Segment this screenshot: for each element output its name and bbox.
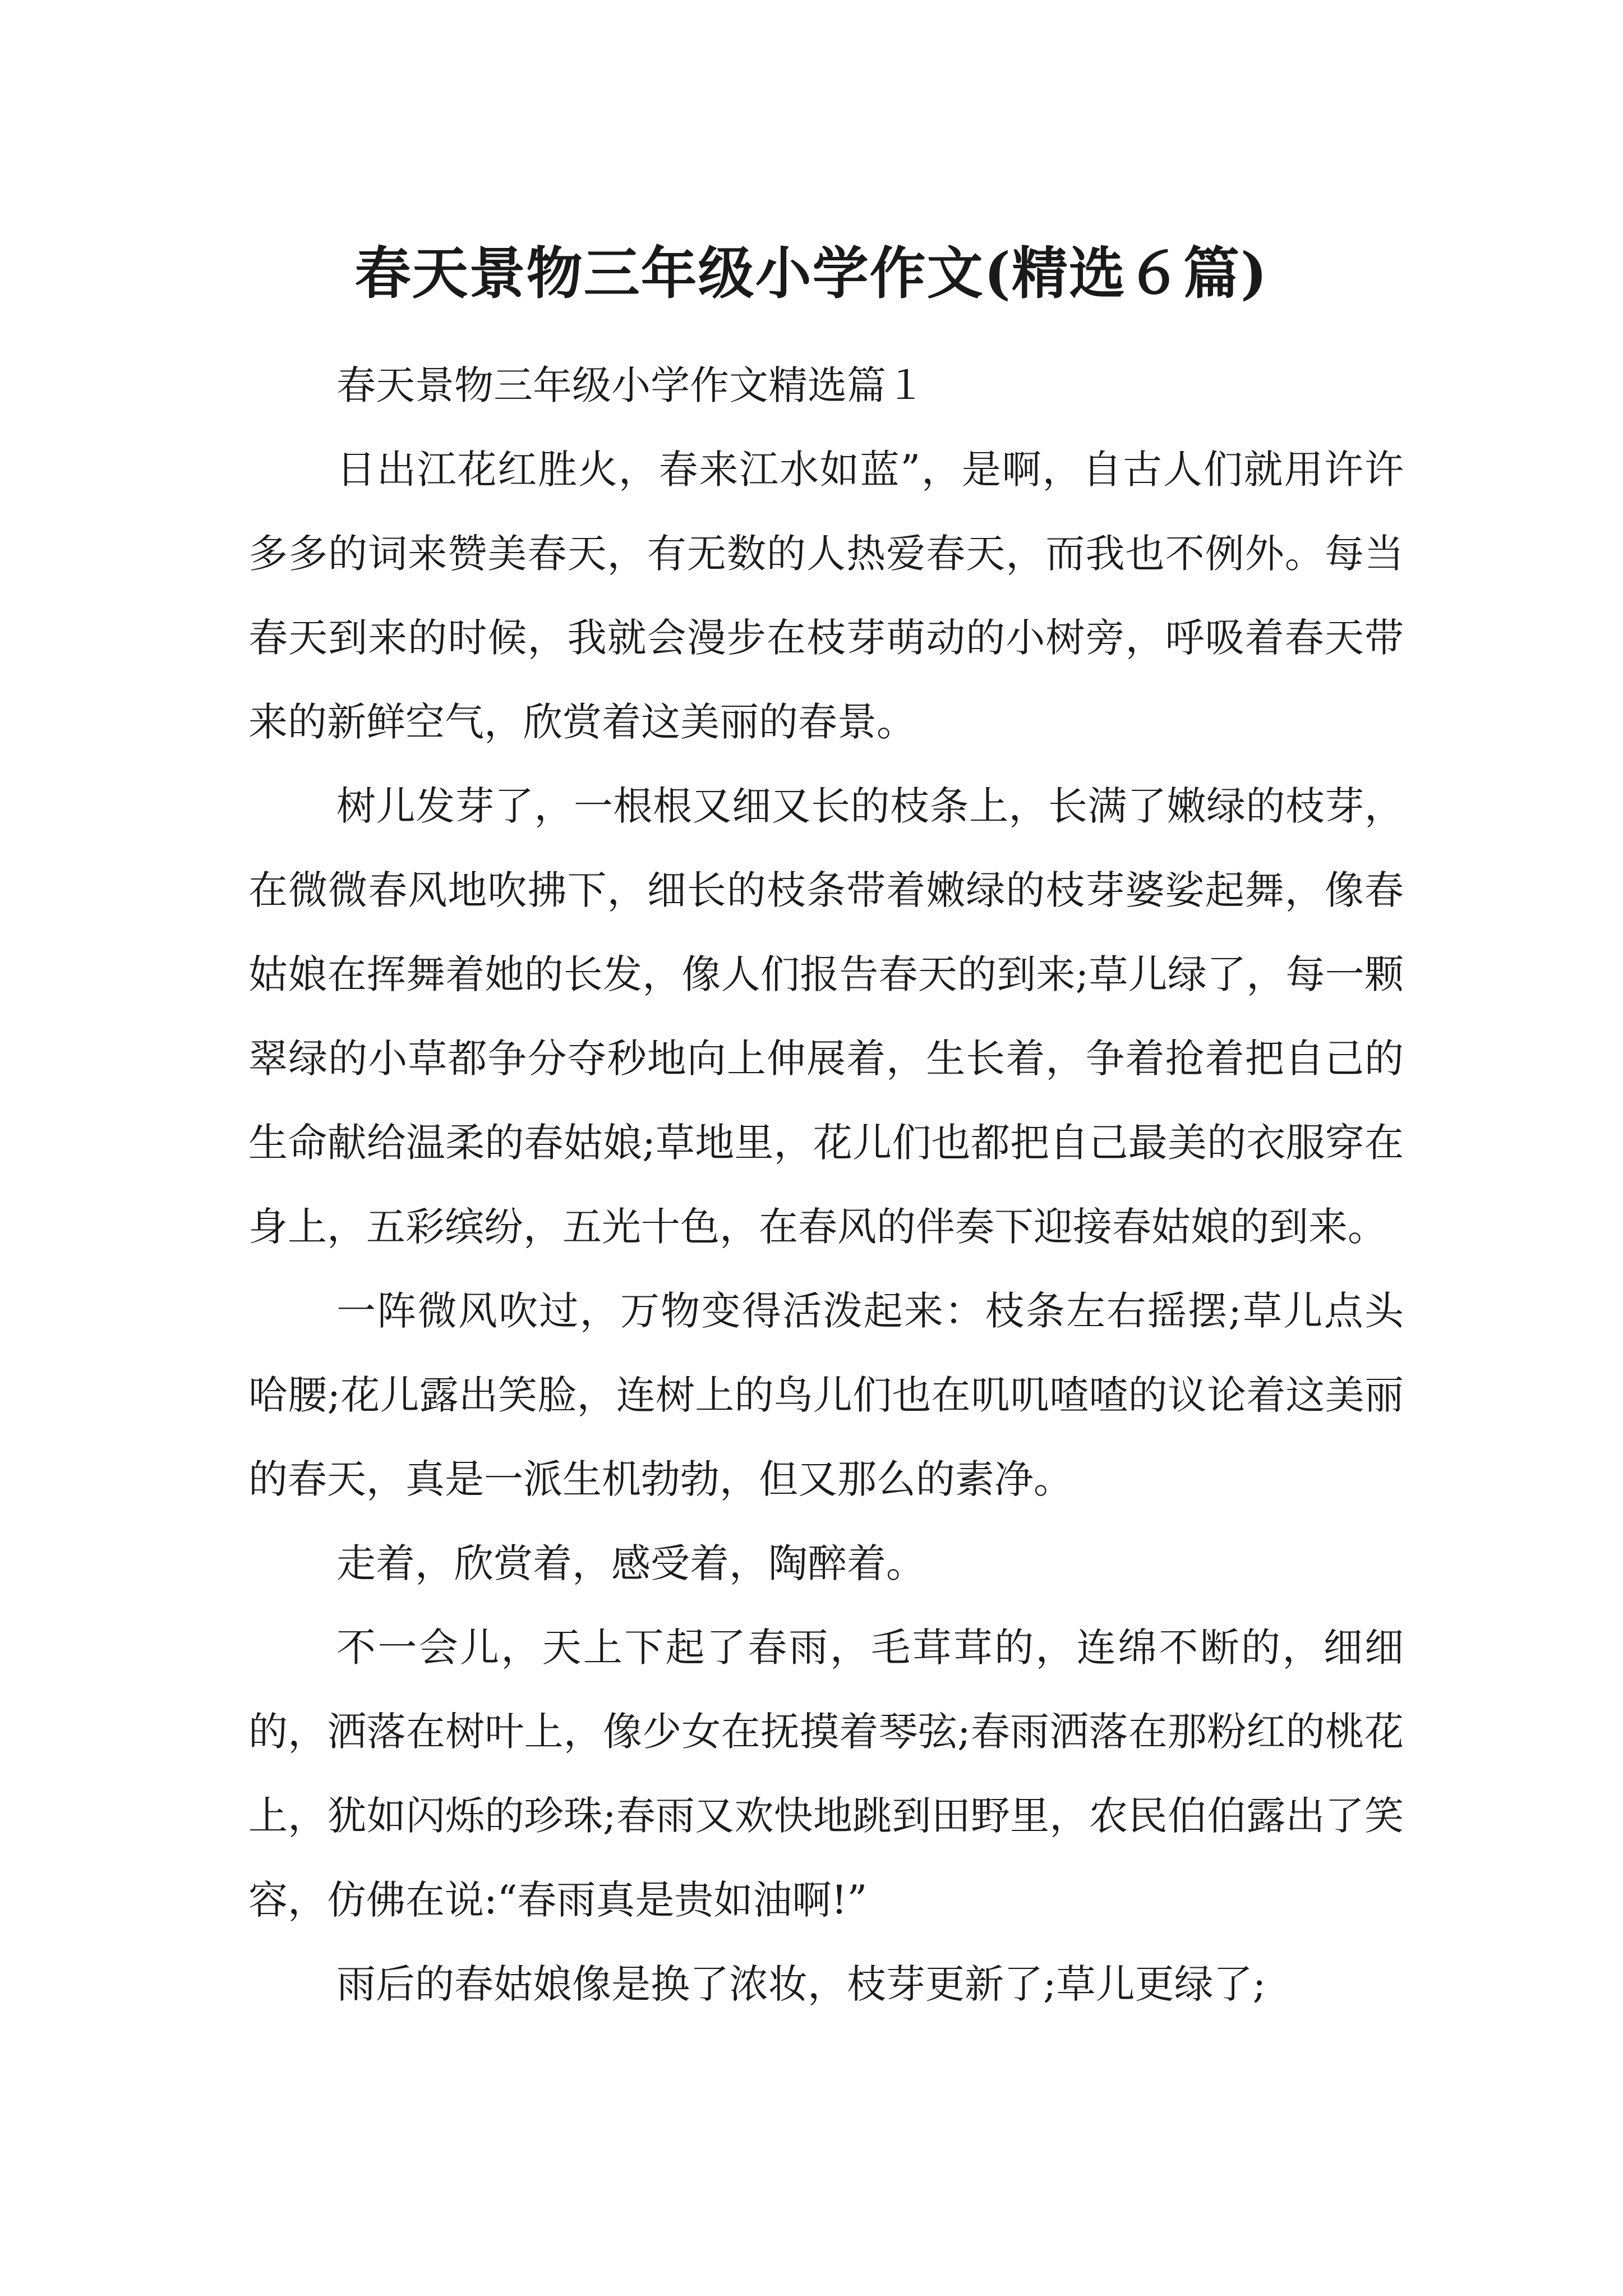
document-body bbox=[248, 343, 1404, 2026]
paragraph: 不一会儿，天上下起了春雨，毛茸茸的，连绵不断的，细细的，洒落在树叶上，像少女在抚摸着琴弦;春雨洒落在那粉红的桃花上，犹如闪烁的珍珠;春雨又欢快地跳到田野里，农民伯伯露出了笑容，仿佛在说:“春雨真是贵如油啊!” bbox=[248, 1625, 1404, 1923]
paragraph: 日出江花红胜火，春来江水如蓝”，是啊，自古人们就用许许多多的词来赞美春天，有无数的人热爱春天，而我也不例外。每当春天到来的时候，我就会漫步在枝芽萌动的小树旁，呼吸着春天带来的新鲜空气，欣赏着这美丽的春景。 bbox=[248, 447, 1404, 745]
paragraph: 雨后的春姑娘像是换了浓妆，枝芽更新了;草儿更绿了; bbox=[336, 1961, 1266, 2007]
paragraph: 走着，欣赏着，感受着，陶醉着。 bbox=[336, 1540, 925, 1586]
paragraph: 一阵微风吹过，万物变得活泼起来：枝条左右摇摆;草儿点头哈腰;花儿露出笑脸，连树上的鸟儿们也在叽叽喳喳的议论着这美丽的春天，真是一派生机勃勃，但又那么的素净。 bbox=[248, 1288, 1404, 1502]
section-heading: 春天景物三年级小学作文精选篇１ bbox=[336, 362, 925, 408]
document-title: 春天景物三年级小学作文(精选６篇) bbox=[354, 240, 1269, 306]
paragraph: 树儿发芽了，一根根又细又长的枝条上，长满了嫩绿的枝芽，在微微春风地吹拂下，细长的枝条带着嫩绿的枝芽婆娑起舞，像春姑娘在挥舞着她的长发，像人们报告春天的到来;草儿绿了，每一颗翠绿的小草都争分夺秒地向上伸展着，生长着，争着抢着把自己的生命献给温柔的春姑娘;草地里，花儿们也都把自己最美的衣服穿在身上，五彩缤纷，五光十色，在春风的伴奏下迎接春姑娘的到来。 bbox=[248, 783, 1404, 1250]
